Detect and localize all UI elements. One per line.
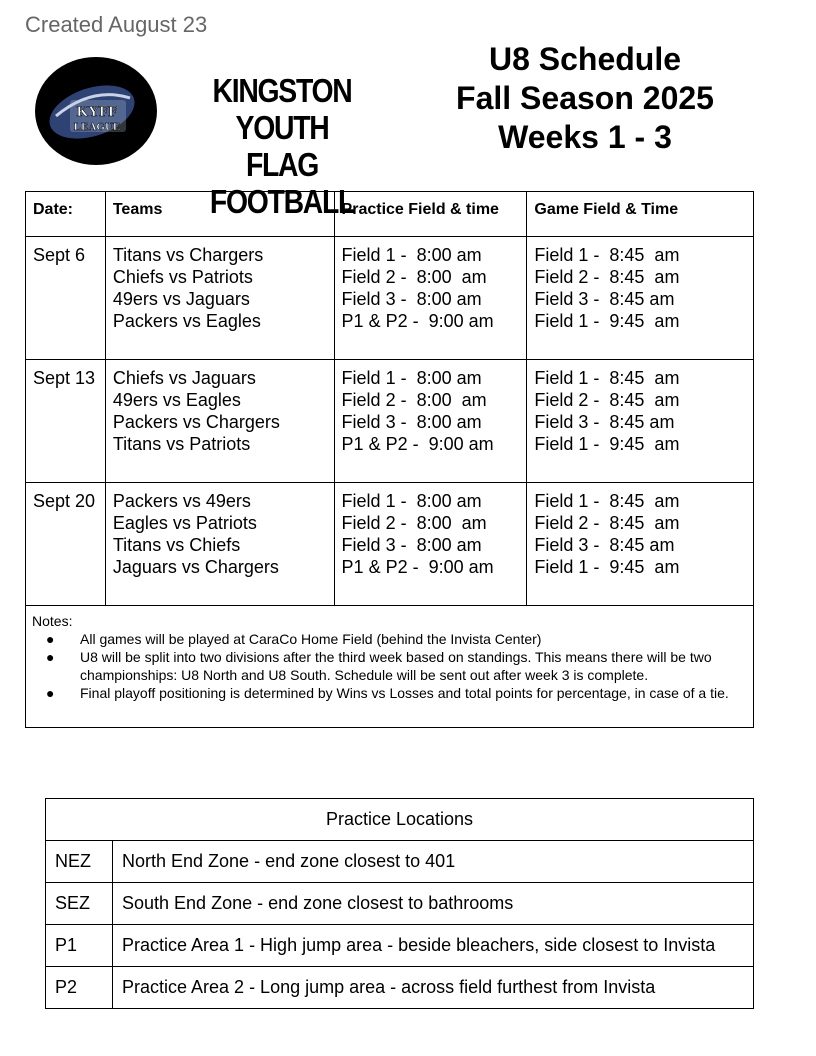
week-row — [26, 360, 754, 483]
note-item — [32, 648, 747, 684]
org-name-line1: KINGSTON YOUTH — [212, 72, 352, 146]
practice-slot: Field 1 - 8:00 am — [341, 368, 482, 388]
game-slot: Field 1 - 8:45 am — [534, 491, 680, 511]
header-teams: Teams — [105, 192, 334, 237]
practice-slot: Field 1 - 8:00 am — [341, 245, 482, 265]
header-date: Date: — [26, 192, 106, 237]
game-slot: Field 3 - 8:45 am — [534, 289, 675, 309]
notes-cell — [26, 606, 754, 728]
logo-text-league: LEAGUE — [73, 121, 121, 133]
practice-slot: Field 3 - 8:00 am — [341, 412, 482, 432]
matchup: Chiefs vs Patriots — [112, 267, 253, 287]
week-teams — [105, 483, 334, 606]
location-desc: Practice Area 2 - Long jump area - across field furthest from Invista — [113, 967, 754, 1009]
week-date: Sept 13 — [26, 360, 106, 483]
practice-slot: Field 2 - 8:00 am — [341, 267, 487, 287]
logo-text-kyff: KYFF — [76, 104, 118, 120]
matchup: Chiefs vs Jaguars — [112, 368, 256, 388]
matchup: 49ers vs Jaguars — [112, 289, 250, 309]
schedule-table — [25, 191, 754, 728]
game-slot: Field 2 - 8:45 am — [534, 267, 680, 287]
location-code: P2 — [46, 967, 113, 1009]
week-game — [527, 360, 754, 483]
week-row — [26, 483, 754, 606]
game-slot: Field 2 - 8:45 am — [534, 390, 680, 410]
location-code: SEZ — [46, 883, 113, 925]
notes-row — [26, 606, 754, 728]
location-row — [46, 967, 754, 1009]
game-slot: Field 1 - 8:45 am — [534, 368, 680, 388]
location-row — [46, 883, 754, 925]
matchup: Titans vs Patriots — [112, 434, 251, 454]
title-line3: Weeks 1 - 3 — [498, 119, 672, 155]
matchup: Titans vs Chargers — [112, 245, 264, 265]
week-practice — [334, 483, 527, 606]
practice-slot: Field 1 - 8:00 am — [341, 491, 482, 511]
locations-header-row — [46, 799, 754, 841]
practice-slot: P1 & P2 - 9:00 am — [341, 557, 494, 577]
note-text: Final playoff positioning is determined by Wins vs Losses and total points for percentage, in case of a tie. — [80, 685, 729, 701]
header-practice: Practice Field & time — [334, 192, 527, 237]
week-game — [527, 237, 754, 360]
bullet-icon: ● — [46, 649, 55, 665]
location-row — [46, 841, 754, 883]
notes-label: Notes: — [32, 613, 73, 629]
title-line2: Fall Season 2025 — [456, 80, 714, 116]
matchup: Packers vs Eagles — [112, 311, 261, 331]
practice-slot: P1 & P2 - 9:00 am — [341, 311, 494, 331]
week-practice — [334, 360, 527, 483]
practice-slot: Field 2 - 8:00 am — [341, 513, 487, 533]
bullet-icon: ● — [46, 631, 55, 647]
note-text: All games will be played at CaraCo Home Field (behind the Invista Center) — [80, 631, 542, 647]
practice-slot: Field 3 - 8:00 am — [341, 535, 482, 555]
week-teams — [105, 360, 334, 483]
week-date: Sept 20 — [26, 483, 106, 606]
schedule-header-row — [26, 192, 754, 237]
week-row — [26, 237, 754, 360]
matchup: Jaguars vs Chargers — [112, 557, 279, 577]
locations-title: Practice Locations — [46, 799, 754, 841]
practice-slot: Field 3 - 8:00 am — [341, 289, 482, 309]
title-line1: U8 Schedule — [488, 41, 682, 77]
location-code: NEZ — [46, 841, 113, 883]
matchup: Titans vs Chiefs — [112, 535, 241, 555]
location-desc: South End Zone - end zone closest to bathrooms — [113, 883, 754, 925]
game-slot: Field 3 - 8:45 am — [534, 412, 675, 432]
practice-locations-table — [45, 798, 754, 1009]
matchup: 49ers vs Eagles — [112, 390, 241, 410]
game-slot: Field 1 - 9:45 am — [534, 311, 680, 331]
game-slot: Field 1 - 9:45 am — [534, 434, 680, 454]
org-name-line2: FLAG FOOTBALL — [209, 146, 355, 220]
week-practice — [334, 237, 527, 360]
location-code: P1 — [46, 925, 113, 967]
note-text: U8 will be split into two divisions after the third week based on standings. This means there will be two championships: U8 North and U8 South. Schedule will be sent out after week 3 is complete. — [80, 649, 712, 683]
game-slot: Field 3 - 8:45 am — [534, 535, 675, 555]
kyff-league-logo — [34, 56, 158, 166]
header-game: Game Field & Time — [527, 192, 754, 237]
game-slot: Field 1 - 9:45 am — [534, 557, 680, 577]
bullet-icon: ● — [46, 685, 55, 701]
matchup: Eagles vs Patriots — [112, 513, 257, 533]
week-date: Sept 6 — [26, 237, 106, 360]
matchup: Packers vs 49ers — [112, 491, 251, 511]
practice-slot: P1 & P2 - 9:00 am — [341, 434, 494, 454]
notes-list — [32, 630, 747, 702]
note-item — [32, 684, 747, 702]
game-slot: Field 1 - 8:45 am — [534, 245, 680, 265]
practice-slot: Field 2 - 8:00 am — [341, 390, 487, 410]
created-date: Created August 23 — [25, 12, 208, 37]
location-desc: North End Zone - end zone closest to 401 — [113, 841, 754, 883]
note-item — [32, 630, 747, 648]
matchup: Packers vs Chargers — [112, 412, 280, 432]
schedule-title — [440, 40, 730, 157]
week-game — [527, 483, 754, 606]
week-teams — [105, 237, 334, 360]
location-desc: Practice Area 1 - High jump area - beside bleachers, side closest to Invista — [113, 925, 754, 967]
location-row — [46, 925, 754, 967]
game-slot: Field 2 - 8:45 am — [534, 513, 680, 533]
